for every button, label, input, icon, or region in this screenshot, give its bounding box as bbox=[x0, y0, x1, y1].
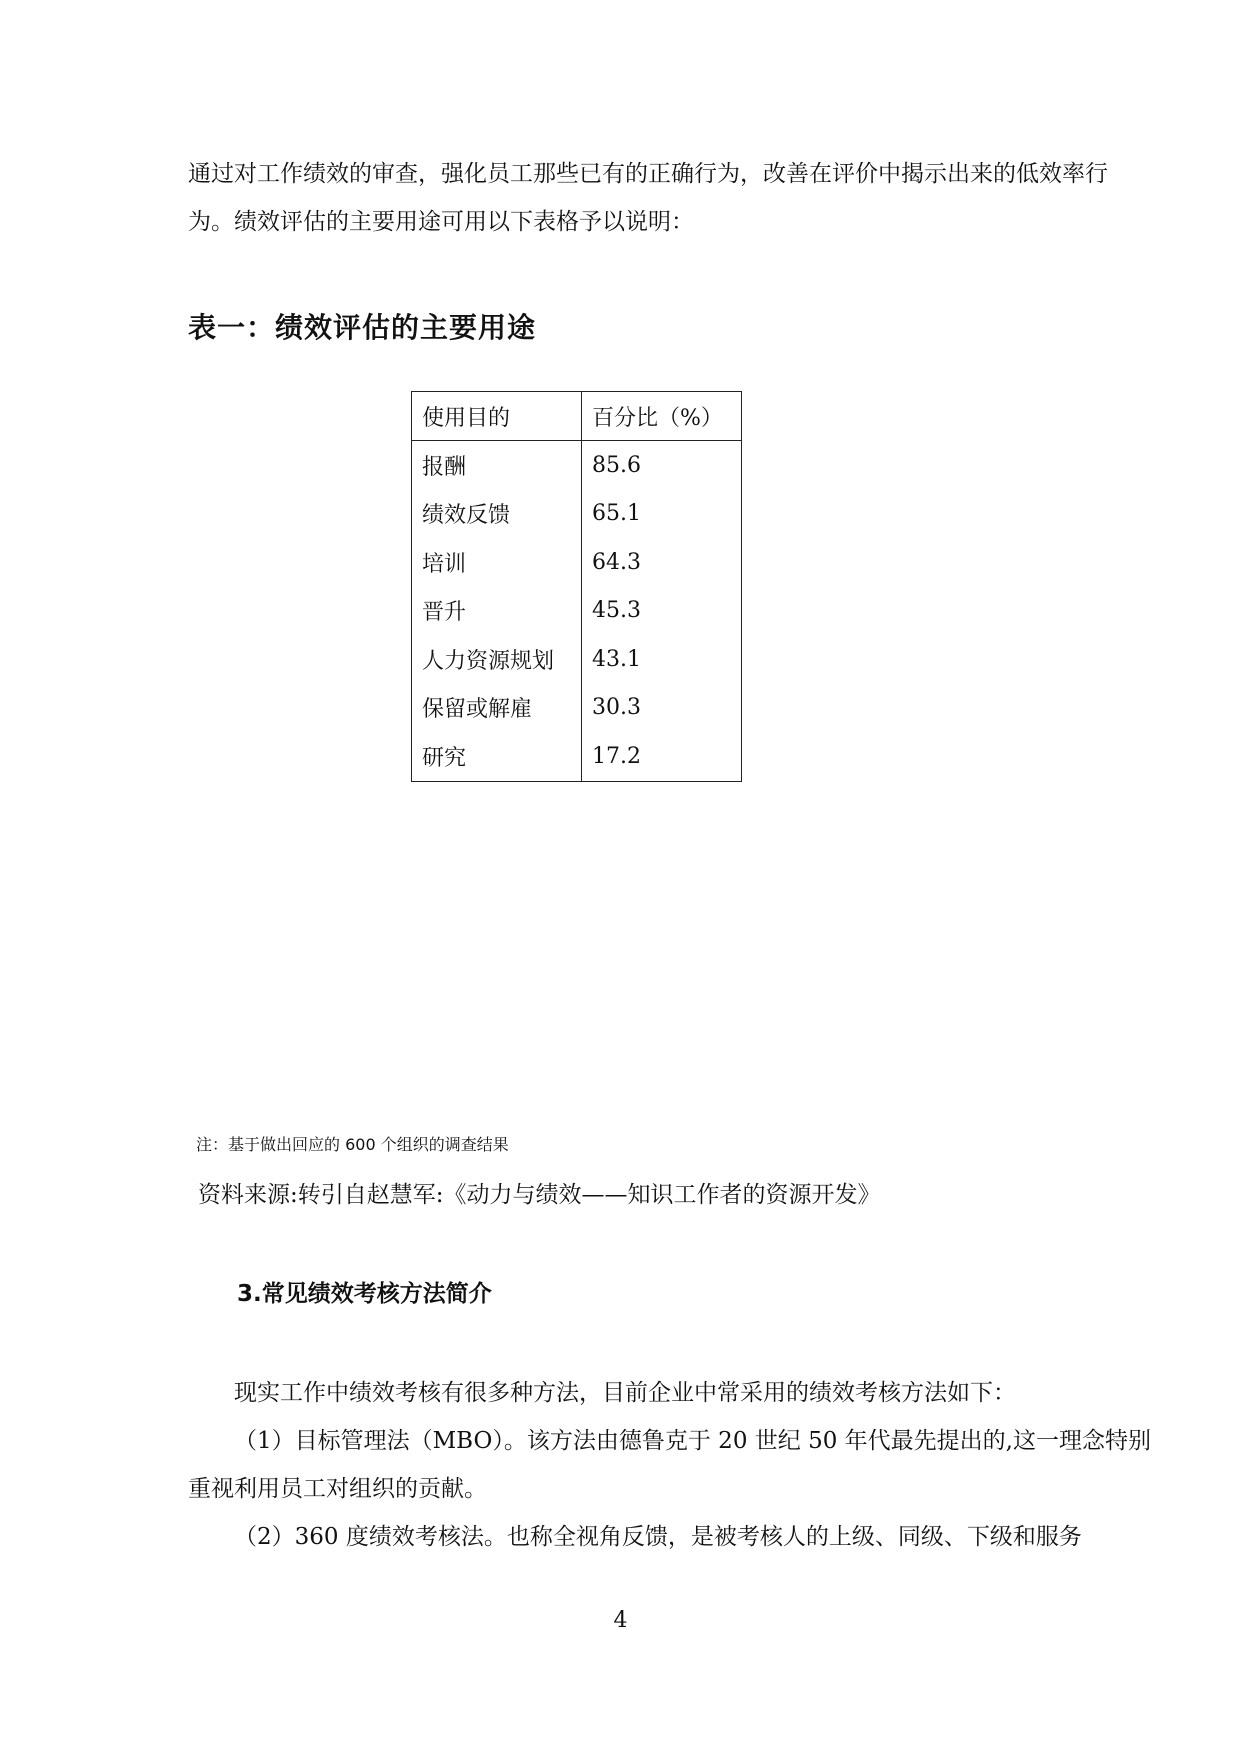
body-text bbox=[188, 1369, 1153, 1561]
body-paragraph: （1）目标管理法（MBO）。该方法由德鲁克于 20 世纪 50 年代最先提出的,这一理念特别重视利用员工对组织的贡献。 bbox=[188, 1428, 1151, 1502]
usage-table bbox=[411, 391, 742, 782]
source-citation: 资料来源:转引自赵慧军:《动力与绩效——知识工作者的资源开发》 bbox=[198, 1182, 881, 1208]
purpose-cell: 保留或解雇 bbox=[412, 684, 582, 733]
header-percent: 百分比（%） bbox=[582, 392, 742, 441]
purpose-cell: 培训 bbox=[412, 538, 582, 587]
percent-cell: 85.6 bbox=[582, 441, 742, 490]
percent-cell: 43.1 bbox=[582, 635, 742, 684]
percent-cell: 64.3 bbox=[582, 538, 742, 587]
table-row bbox=[412, 635, 742, 684]
table-row bbox=[412, 732, 742, 781]
purpose-cell: 报酬 bbox=[412, 441, 582, 490]
table-row bbox=[412, 538, 742, 587]
percent-cell: 17.2 bbox=[582, 732, 742, 781]
purpose-cell: 研究 bbox=[412, 732, 582, 781]
table-header-row bbox=[412, 392, 742, 441]
section-heading: 3.常见绩效考核方法简介 bbox=[237, 1281, 492, 1307]
percent-cell: 45.3 bbox=[582, 587, 742, 636]
body-paragraph: 现实工作中绩效考核有很多种方法，目前企业中常采用的绩效考核方法如下： bbox=[234, 1380, 1016, 1406]
table-row bbox=[412, 587, 742, 636]
table-row bbox=[412, 441, 742, 490]
table-row bbox=[412, 490, 742, 539]
table-note: 注：基于做出回应的 600 个组织的调查结果 bbox=[196, 1135, 509, 1154]
table-row bbox=[412, 684, 742, 733]
purpose-cell: 绩效反馈 bbox=[412, 490, 582, 539]
table-title: 表一：绩效评估的主要用途 bbox=[188, 311, 537, 344]
purpose-cell: 人力资源规划 bbox=[412, 635, 582, 684]
page-number: 4 bbox=[613, 1608, 628, 1633]
percent-cell: 30.3 bbox=[582, 684, 742, 733]
header-purpose: 使用目的 bbox=[412, 392, 582, 441]
intro-paragraph: 通过对工作绩效的审查，强化员工那些已有的正确行为，改善在评价中揭示出来的低效率行为。绩效评估的主要用途可用以下表格予以说明： bbox=[188, 161, 1108, 235]
body-paragraph: （2）360 度绩效考核法。也称全视角反馈，是被考核人的上级、同级、下级和服务 bbox=[234, 1524, 1082, 1550]
purpose-cell: 晋升 bbox=[412, 587, 582, 636]
percent-cell: 65.1 bbox=[582, 490, 742, 539]
